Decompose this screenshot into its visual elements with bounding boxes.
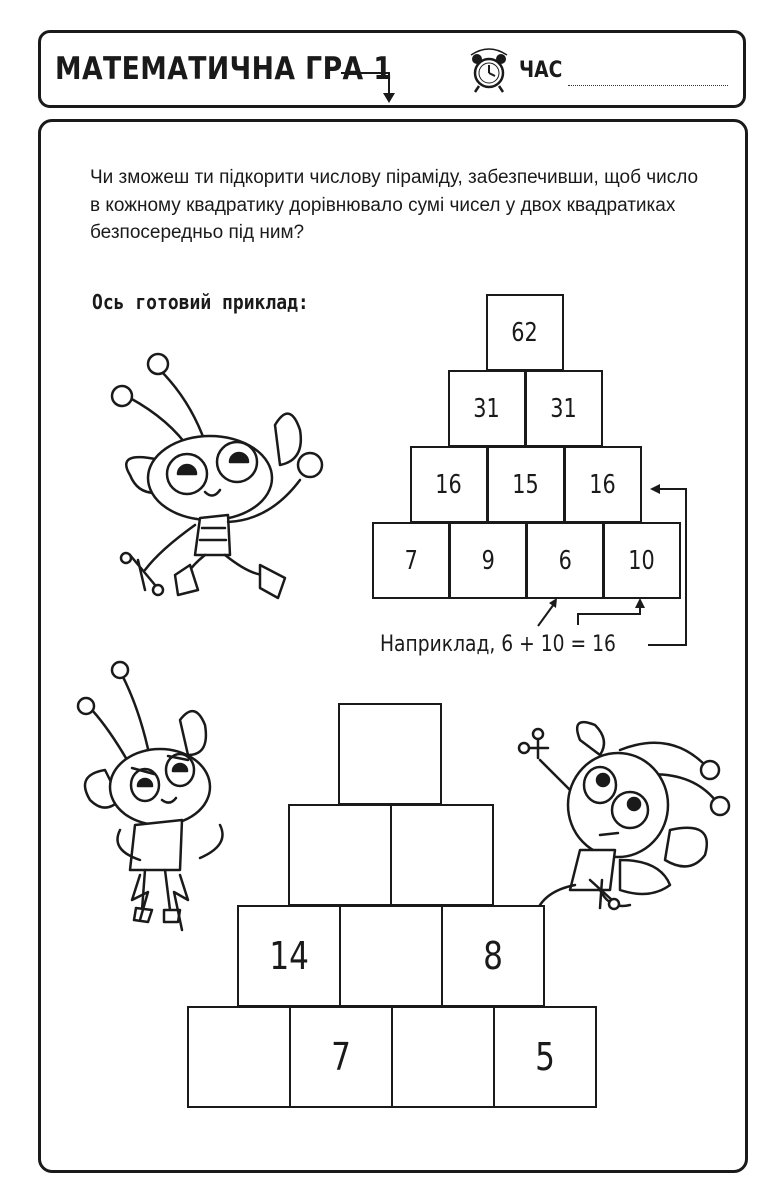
puzzle-cell[interactable]: 14 xyxy=(237,905,341,1007)
example-cell: 9 xyxy=(449,522,527,599)
puzzle-cell[interactable] xyxy=(288,804,392,906)
header-box xyxy=(38,30,746,108)
time-label: ЧАС xyxy=(519,58,563,83)
thinking-bug-illustration xyxy=(500,710,740,920)
example-cell: 10 xyxy=(603,522,681,599)
example-cell: 7 xyxy=(372,522,450,599)
example-cell: 6 xyxy=(526,522,604,599)
example-explanation: Наприклад, 6 + 10 = 16 xyxy=(380,632,616,657)
puzzle-cell[interactable] xyxy=(390,804,494,906)
puzzle-cell[interactable] xyxy=(338,703,442,805)
example-cell: 16 xyxy=(410,446,488,523)
jetpack-bug-illustration xyxy=(70,660,240,970)
puzzle-cell[interactable]: 8 xyxy=(441,905,545,1007)
time-answer-line[interactable] xyxy=(568,85,728,86)
game-title: МАТЕМАТИЧНА ГРА 1 xyxy=(55,51,393,87)
running-bug-illustration xyxy=(100,350,350,610)
puzzle-cell[interactable] xyxy=(187,1006,291,1108)
puzzle-cell[interactable] xyxy=(339,905,443,1007)
puzzle-cell[interactable]: 7 xyxy=(289,1006,393,1108)
example-label: Ось готовий приклад: xyxy=(92,290,309,314)
example-cell: 15 xyxy=(487,446,565,523)
example-cell: 62 xyxy=(486,294,564,371)
example-cell: 16 xyxy=(564,446,642,523)
instruction-text: Чи зможеш ти підкорити числову піраміду, забезпечивши, щоб число в кожному квадратику дорівнювало сумі чисел у двох квадратиках безпосередньо під ним? xyxy=(90,167,699,243)
arrow-down-icon xyxy=(339,53,409,113)
example-cell: 31 xyxy=(448,370,526,447)
example-cell: 31 xyxy=(525,370,603,447)
puzzle-cell[interactable]: 5 xyxy=(493,1006,597,1108)
puzzle-cell[interactable] xyxy=(391,1006,495,1108)
alarm-clock-icon xyxy=(465,47,515,95)
